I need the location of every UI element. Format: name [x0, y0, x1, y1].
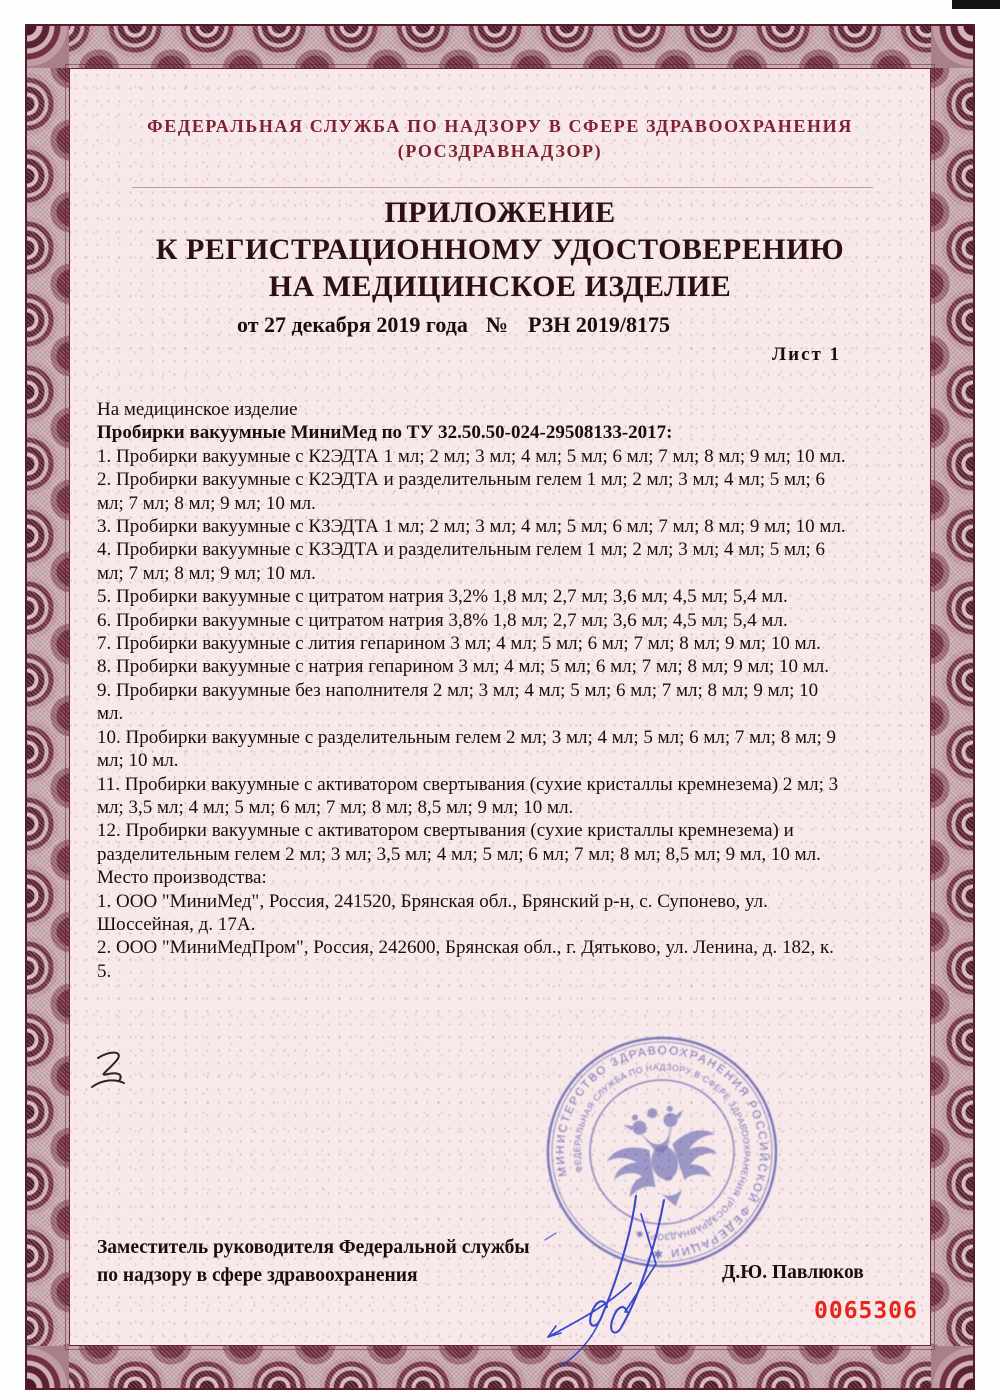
number-sign: № [485, 312, 508, 337]
production-site: 2. ООО "МиниМедПром", Россия, 242600, Брянская обл., г. Дятьково, ул. Ленина, д. 182, к. 5. [97, 937, 834, 982]
agency-short-name: (РОСЗДРАВНАДЗОР) [397, 141, 603, 161]
sheet-number-label: Лист 1 [772, 344, 842, 365]
list-item: 3. Пробирки вакуумные с КЗЭДТА 1 мл; 2 мл; 3 мл; 4 мл; 5 мл; 6 мл; 7 мл; 8 мл; 9 мл; 10 мл. [97, 516, 846, 538]
double-eagle-emblem [597, 1095, 730, 1220]
signer-name: Д.Ю. Павлюков [722, 1262, 864, 1283]
list-item: 6. Пробирки вакуумные с цитратом натрия 3,8% 1,8 мл; 2,7 мл; 3,6 мл; 4,5 мл; 5,4 мл. [97, 609, 788, 631]
title-line-2: К РЕГИСТРАЦИОННОМУ УДОСТОВЕРЕНИЮ [155, 233, 845, 266]
list-item: 12. Пробирки вакуумные с активатором свертывания (сухие кристаллы кремнезема) и разделительным гелем 2 мл; 3 мл; 3,5 мл; 4 мл; 5 мл; 6 мл; 7 мл; 8 мл; 8,5 мл; 9 мл, 10 мл. [97, 820, 821, 865]
stamp-svg [540, 1030, 784, 1274]
document-title [27, 194, 973, 305]
guilloche-corner-top-left [27, 26, 69, 68]
list-item: 4. Пробирки вакуумные с КЗЭДТА и разделительным гелем 1 мл; 2 мл; 3 мл; 4 мл; 5 мл; 6 мл; 7 мл; 8 мл; 9 мл; 10 мл. [97, 539, 826, 584]
signer-title-line-1: Заместитель руководителя Федеральной службы [97, 1237, 530, 1258]
list-item: 5. Пробирки вакуумные с цитратом натрия 3,2% 1,8 мл; 2,7 мл; 3,6 мл; 4,5 мл; 5,4 мл. [97, 586, 788, 608]
stamp-ring-text-inner: ФЕДЕРАЛЬНАЯ СЛУЖБА ПО НАДЗОРУ В СФЕРЕ ЗДРАВООХРАНЕНИЯ (РОСЗДРАВНАДЗОР) ✱ [571, 1061, 753, 1243]
stamp-ring-text-outer: МИНИСТЕРСТВО ЗДРАВООХРАНЕНИЯ РОССИЙСКОЙ ФЕДЕРАЦИИ ✱ [554, 1044, 770, 1260]
official-round-stamp [540, 1030, 784, 1274]
list-item: 8. Пробирки вакуумные с натрия гепарином 3 мл; 4 мл; 5 мл; 6 мл; 7 мл; 8 мл; 9 мл; 10 мл. [97, 656, 830, 678]
title-line-1: ПРИЛОЖЕНИЕ [384, 196, 616, 229]
registration-number: РЗН 2019/8175 [527, 312, 670, 337]
guilloche-corner-top-right [931, 26, 973, 68]
intro-line: На медицинское изделие [97, 399, 298, 420]
date-number-row [237, 312, 670, 338]
production-heading: Место производства: [97, 867, 267, 889]
list-item: 7. Пробирки вакуумные с лития гепарином 3 мл; 4 мл; 5 мл; 6 мл; 7 мл; 8 мл; 9 мл; 10 мл. [97, 633, 821, 655]
list-item: 1. Пробирки вакуумные с К2ЭДТА 1 мл; 2 мл; 3 мл; 4 мл; 5 мл; 6 мл; 7 мл; 8 мл; 9 мл; 10 мл. [97, 445, 846, 467]
guilloche-corner-bottom-left [27, 1346, 69, 1388]
title-line-3: НА МЕДИЦИНСКОЕ ИЗДЕЛИЕ [268, 270, 732, 303]
signer-title-line-2: по надзору в сфере здравоохранения [97, 1265, 418, 1286]
serial-number: 0065306 [814, 1298, 918, 1324]
guilloche-corner-bottom-right [931, 1346, 973, 1388]
header-divider-line [132, 187, 873, 188]
production-site: 1. ООО "МиниМед", Россия, 241520, Брянская обл., Брянский р-н, с. Супонево, ул. Шоссейная, д. 17А. [97, 890, 768, 935]
issue-date: от 27 декабря 2019 года [237, 312, 468, 337]
guilloche-border-top [27, 26, 973, 68]
list-item: 10. Пробирки вакуумные с разделительным гелем 2 мл; 3 мл; 4 мл; 5 мл; 6 мл; 7 мл; 8 мл; 9 мл; 10 мл. [97, 726, 836, 772]
document-body-text [97, 398, 849, 983]
agency-name: ФЕДЕРАЛЬНАЯ СЛУЖБА ПО НАДЗОРУ В СФЕРЕ ЗДРАВООХРАНЕНИЯ [147, 116, 853, 136]
agency-header [27, 114, 973, 164]
list-item: 2. Пробирки вакуумные с К2ЭДТА и разделительным гелем 1 мл; 2 мл; 3 мл; 4 мл; 5 мл; 6 мл; 7 мл; 8 мл; 9 мл; 10 мл. [97, 469, 826, 514]
certificate-sheet [25, 24, 975, 1390]
product-heading: Пробирки вакуумные МиниМед по ТУ 32.50.50-024-29508133-2017: [97, 422, 673, 444]
signer-title [97, 1234, 530, 1290]
scan-edge-artifact [952, 0, 1000, 9]
guilloche-border-bottom [27, 1346, 973, 1388]
list-item: 11. Пробирки вакуумные с активатором свертывания (сухие кристаллы кремнезема) 2 мл; 3 мл; 3,5 мл; 4 мл; 5 мл; 6 мл; 7 мл; 8 мл; 8,5 мл; 9 мл; 10 мл. [97, 773, 839, 818]
list-item: 9. Пробирки вакуумные без наполнителя 2 мл; 3 мл; 4 мл; 5 мл; 6 мл; 7 мл; 8 мл; 9 мл; 10 мл. [97, 679, 819, 725]
